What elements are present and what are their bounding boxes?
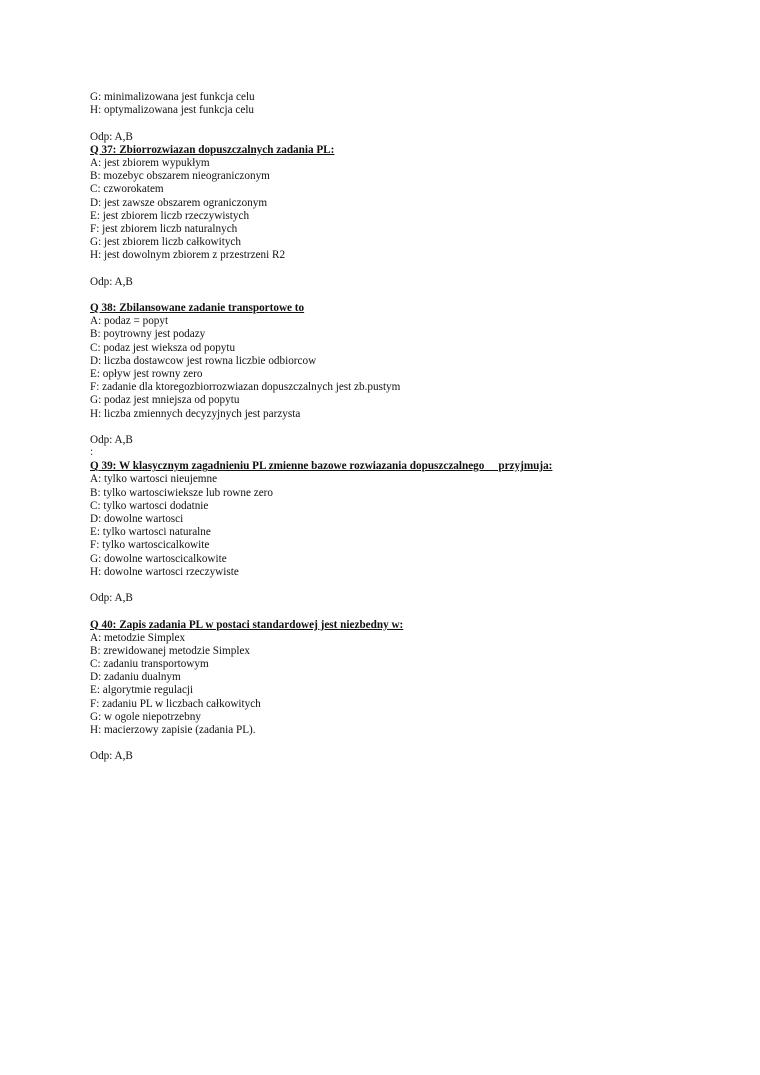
spacer: [90, 737, 690, 750]
option-line: E: algorytmie regulacji: [90, 684, 194, 697]
question-title: Q 37: Zbiorrozwiazan dopuszczalnych zadania PL:: [90, 143, 335, 156]
stray-colon: :: [90, 446, 94, 459]
answer-line: Odp: A,B: [90, 130, 133, 143]
spacer: [90, 579, 690, 592]
option-line: F: tylko wartoscicalkowite: [90, 539, 210, 552]
option-line: A: tylko wartosci nieujemne: [90, 473, 218, 486]
option-line: G: podaz jest mniejsza od popytu: [90, 394, 240, 407]
option-line: G: dowolne wartoscicalkowite: [90, 552, 227, 565]
option-line: B: mozebyc obszarem nieograniczonym: [90, 170, 270, 183]
option-line: H: dowolne wartosci rzeczywiste: [90, 565, 239, 578]
option-line: C: tylko wartosci dodatnie: [90, 499, 209, 512]
answer-line: Odp: A,B: [90, 275, 133, 288]
option-line: H: macierzowy zapisie (zadania PL).: [90, 724, 256, 736]
document-page: [90, 91, 690, 764]
answer-line: Odp: A,B: [90, 750, 133, 763]
option-line: F: jest zbiorem liczb naturalnych: [90, 222, 238, 235]
spacer: [90, 421, 690, 434]
option-line: D: dowolne wartosci: [90, 513, 184, 525]
option-line: C: zadaniu transportowym: [90, 658, 209, 671]
answer-line: Odp: A,B: [90, 592, 133, 605]
option-line: C: czworokatem: [90, 183, 164, 196]
option-line: D: liczba dostawcow jest rowna liczbie odbiorcow: [90, 354, 317, 367]
option-line: D: jest zawsze obszarem ograniczonym: [90, 196, 268, 209]
option-line: H: liczba zmiennych decyzyjnych jest parzysta: [90, 407, 301, 420]
option-line: E: opływ jest rowny zero: [90, 367, 203, 380]
option-line: G: minimalizowana jest funkcja celu: [90, 91, 255, 103]
spacer: [90, 605, 690, 618]
option-line: B: zrewidowanej metodzie Simplex: [90, 644, 251, 657]
question-title: Q 38: Zbilansowane zadanie transportowe to: [90, 302, 305, 314]
option-line: A: metodzie Simplex: [90, 631, 186, 644]
option-line: F: zadaniu PL w liczbach całkowitych: [90, 697, 261, 710]
option-line: H: optymalizowana jest funkcja celu: [90, 104, 255, 117]
option-line: F: zadanie dla ktoregozbiorrozwiazan dopuszczalnych jest zb.pustym: [90, 381, 401, 394]
answer-line: Odp: A,B: [90, 433, 133, 446]
option-line: A: podaz = popyt: [90, 315, 169, 328]
option-line: A: jest zbiorem wypukłym: [90, 156, 210, 169]
option-line: D: zadaniu dualnym: [90, 671, 181, 684]
option-line: H: jest dowolnym zbiorem z przestrzeni R2: [90, 249, 286, 262]
spacer: [90, 289, 690, 302]
question-title: Q 39: W klasycznym zagadnieniu PL zmienne bazowe rozwiazania dopuszczalnego przyjmuja:: [90, 460, 553, 473]
option-line: C: podaz jest wieksza od popytu: [90, 341, 236, 354]
option-line: E: jest zbiorem liczb rzeczywistych: [90, 209, 250, 222]
option-line: B: tylko wartosciwieksze lub rowne zero: [90, 486, 273, 499]
question-title: Q 40: Zapis zadania PL w postaci standardowej jest niezbedny w:: [90, 618, 404, 631]
spacer: [90, 262, 690, 275]
option-line: G: w ogole niepotrzebny: [90, 710, 201, 723]
spacer: [90, 117, 690, 130]
option-line: B: poytrowny jest podazy: [90, 328, 206, 341]
option-line: G: jest zbiorem liczb całkowitych: [90, 236, 241, 249]
option-line: E: tylko wartosci naturalne: [90, 526, 211, 539]
